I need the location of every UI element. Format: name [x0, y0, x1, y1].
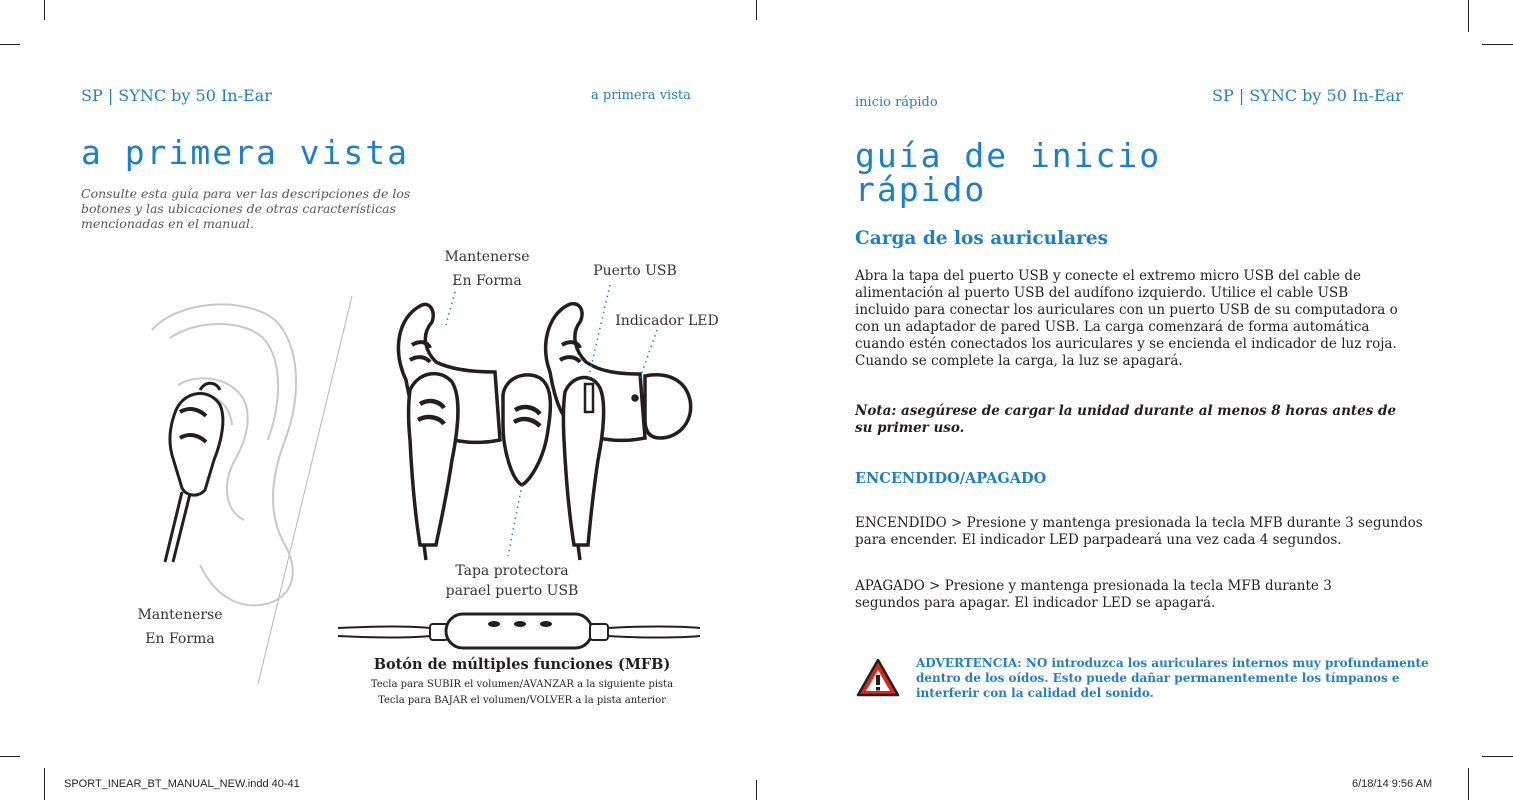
- label-fit-ear: [120, 603, 240, 651]
- diagram-illustration: [0, 0, 760, 740]
- charge-body: Abra la tapa del puerto USB y conecte el extremo micro USB del cable de alimentación al puerto USB del audífono izquierdo. Utilice el cable USB incluido para conectar los auriculares con un puerto USB de su computadora o con un adaptador de pared USB. La carga comenzará de forma automática cuando estén conectados los auriculares y se encienda el indicador de luz roja. Cuando se complete la carga, la luz se apagará.: [855, 268, 1398, 369]
- earbud-left: [398, 304, 500, 560]
- crop-mark: [1468, 0, 1469, 32]
- label-usb-cap-line1: Tapa protectora: [455, 563, 569, 579]
- crop-mark: [1468, 768, 1469, 800]
- crop-mark: [0, 756, 20, 757]
- crop-mark: [756, 780, 757, 800]
- label-fit-ear-line2: En Forma: [145, 631, 215, 647]
- right-header-title: SP | SYNC by 50 In-Ear: [1212, 86, 1403, 105]
- label-fit-top-line1: Mantenerse: [444, 249, 530, 265]
- intro-text: Consulte esta guía para ver las descripciones de los botones y las ubicaciones de otras características mencionadas en el manual.: [81, 186, 411, 231]
- mfb-line2: Tecla para BAJAR el volumen/VOLVER a la pista anterior: [378, 695, 666, 706]
- quick-start-title-line2: rápido: [855, 170, 987, 209]
- label-fit-ear-line1: Mantenerse: [137, 607, 223, 623]
- left-header-title: SP | SYNC by 50 In-Ear: [81, 86, 272, 105]
- charge-heading: Carga de los auriculares: [855, 228, 1109, 249]
- crop-mark: [1482, 44, 1513, 45]
- mfb-remote-illustration: [338, 614, 700, 648]
- right-header-section: inicio rápido: [855, 95, 938, 110]
- mfb-caption: [352, 656, 692, 706]
- usb-cap: [503, 375, 550, 485]
- earbud-in-ear: [165, 383, 223, 562]
- page-title: a primera vista: [81, 133, 410, 172]
- label-led: Indicador LED: [615, 313, 719, 329]
- label-usb-cap-line2: parael puerto USB: [445, 583, 579, 599]
- power-heading: ENCENDIDO/APAGADO: [855, 470, 1047, 487]
- charge-note: Nota: asegúrese de cargar la unidad durante al menos 8 horas antes de su primer uso.: [855, 403, 1397, 436]
- quick-start-title-line1: guía de inicio: [855, 136, 1162, 175]
- label-fit-top-line2: En Forma: [452, 273, 522, 289]
- label-fit-top: [427, 245, 547, 293]
- mfb-line1: Tecla para SUBIR el volumen/AVANZAR a la siguiente pista: [370, 679, 674, 690]
- quick-start-title: [855, 136, 1162, 209]
- mfb-title: Botón de múltiples funciones (MFB): [373, 656, 671, 673]
- left-header-section: a primera vista: [591, 88, 691, 103]
- warning-triangle-icon: [855, 657, 901, 699]
- slug-date: 6/18/14 9:56 AM: [1352, 778, 1433, 790]
- power-off-text: APAGADO > Presione y mantenga presionada la tecla MFB durante 3 segundos para apagar. El indicador LED se apagará.: [855, 578, 1332, 611]
- power-on-text: ENCENDIDO > Presione y mantenga presionada la tecla MFB durante 3 segundos para encender. El indicador LED parpadeará una vez cada 4 segundos.: [855, 515, 1423, 548]
- crop-mark: [1482, 756, 1513, 757]
- label-usb-cap: [437, 561, 587, 601]
- warning-text: ADVERTENCIA: NO introduzca los auriculares internos muy profundamente dentro de los oídos. Esto puede dañar permanentemente los tímpanos e interferir con la calidad del sonido.: [916, 656, 1429, 700]
- earbud-right: [546, 304, 691, 560]
- label-usb-port: Puerto USB: [593, 263, 677, 279]
- slug-file: SPORT_INEAR_BT_MANUAL_NEW.indd 40-41: [64, 778, 300, 790]
- crop-mark: [44, 768, 45, 800]
